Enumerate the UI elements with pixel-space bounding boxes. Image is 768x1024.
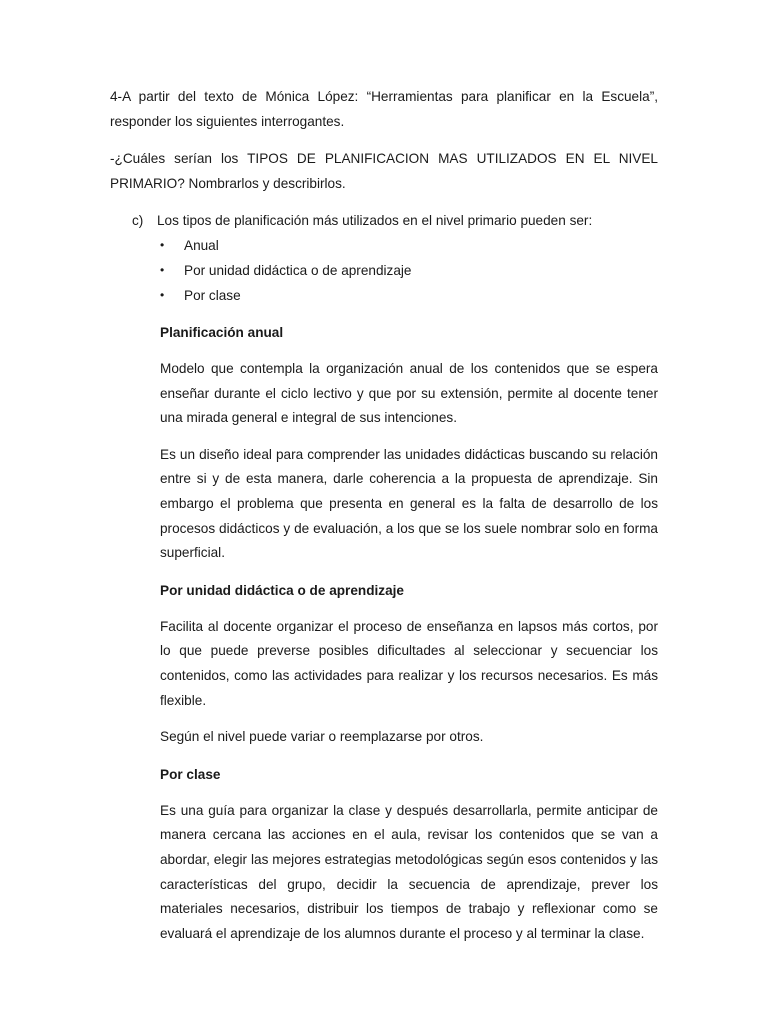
section-paragraph: Según el nivel puede variar o reemplazarse por otros. bbox=[160, 729, 484, 745]
bullet-text: Anual bbox=[184, 238, 219, 253]
section-paragraph: Es una guía para organizar la clase y después desarrollarla, permite anticipar de manera cercana las acciones en el aula, revisar los contenidos que se van a abordar, elegir las mejores estrategias metodológicas según esos contenidos y las características del grupo, decidir la secuencia de aprendizaje, prever los materiales necesarios, distribuir los tiempos de trabajo y reflexionar como se evaluará el aprendizaje de los alumnos durante el proceso y al terminar la clase. bbox=[160, 802, 658, 941]
section-unidad bbox=[160, 578, 658, 750]
section-heading: Planificación anual bbox=[160, 325, 284, 340]
section-heading: Por unidad didáctica o de aprendizaje bbox=[160, 582, 404, 598]
section-anual bbox=[160, 320, 658, 566]
section-paragraph: Es un diseño ideal para comprender las unidades didácticas buscando su relación entre si y de esta manera, darle coherencia a la propuesta de aprendizaje. Sin embargo el problema que presenta en general es la falta de desarrollo de los procesos didácticos y de evaluación, a los que se los suele nombrar solo en forma superficial. bbox=[160, 446, 658, 561]
list-marker: c) bbox=[132, 213, 144, 228]
list-item-text: Los tipos de planificación más utilizados en el nivel primario pueden ser: bbox=[157, 213, 593, 228]
bullet-item bbox=[160, 283, 658, 308]
bullet-text: Por clase bbox=[184, 288, 241, 303]
intro-paragraph: 4-A partir del texto de Mónica López: “Herramientas para planificar en la Escuela”, responder los siguientes interrogantes. bbox=[110, 89, 658, 129]
section-heading: Por clase bbox=[160, 766, 221, 782]
bullet-item bbox=[160, 233, 658, 258]
list-item-c bbox=[132, 208, 658, 233]
section-clase bbox=[160, 762, 658, 947]
bullet-icon: • bbox=[160, 238, 165, 252]
bullet-icon: • bbox=[160, 263, 165, 277]
section-paragraph: Modelo que contempla la organización anual de los contenidos que se espera enseñar durante el ciclo lectivo y que por su extensión, permite al docente tener una mirada general e integral de sus intenciones. bbox=[160, 361, 658, 426]
bullet-item bbox=[160, 258, 658, 283]
bullet-list bbox=[160, 233, 658, 308]
bullet-icon: • bbox=[160, 288, 165, 302]
question-paragraph: -¿Cuáles serían los TIPOS DE PLANIFICACION MAS UTILIZADOS EN EL NIVEL PRIMARIO? Nombrarlos y describirlos. bbox=[110, 151, 658, 191]
bullet-text: Por unidad didáctica o de aprendizaje bbox=[184, 263, 412, 278]
section-paragraph: Facilita al docente organizar el proceso de enseñanza en lapsos más cortos, por lo que puede preverse posibles dificultades al seleccionar y secuenciar los contenidos, como las actividades para realizar y los recursos necesarios. Es más flexible. bbox=[160, 618, 658, 708]
